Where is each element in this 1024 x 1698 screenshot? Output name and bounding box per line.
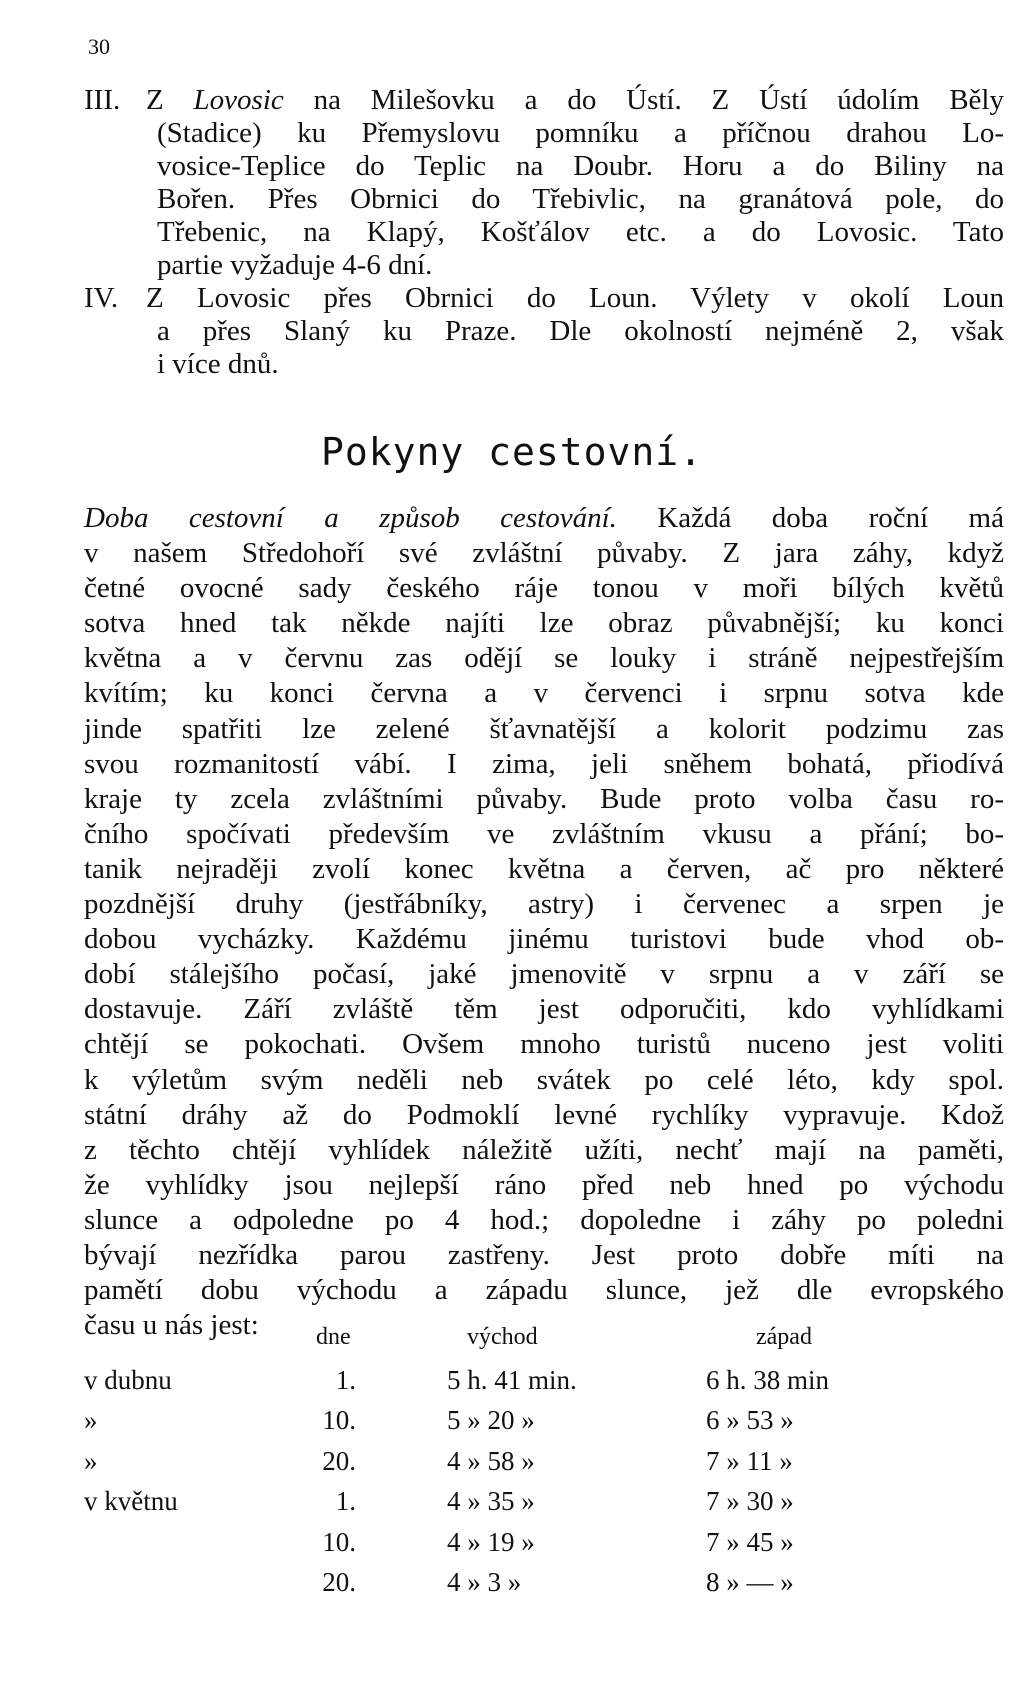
cell-sunrise: 5 » 20 » (447, 1405, 535, 1435)
text-line: tanik nejraději zvolí konec května a červen, ač pro některé (84, 852, 1004, 885)
cell-sunrise: 4 » 58 » (447, 1445, 535, 1476)
table-header-row (84, 1324, 1004, 1365)
item-roman-numeral: III. (84, 84, 121, 116)
cell-sunrise: 5 h. 41 min. (447, 1364, 577, 1395)
cell-sunset: 8 » — » (706, 1567, 794, 1597)
section-title: Pokyny cestovní. (320, 430, 704, 474)
text-line: že vyhlídky jsou nejlepší ráno před neb hned po východu (84, 1168, 1004, 1201)
item-line: i více dnů. (157, 348, 279, 380)
header-sunrise: východ (467, 1324, 538, 1350)
cell-month: » (84, 1405, 98, 1435)
cell-sunset: 7 » 30 » (706, 1486, 794, 1516)
table-row (84, 1486, 1004, 1527)
table-row (84, 1527, 1004, 1568)
text-line: Doba cestovní a způsob cestování. Každá doba roční má (84, 502, 1004, 534)
text-line: kvítím; ku konci června a v červenci i srpnu sotva kde (84, 677, 1004, 710)
text-line: v našem Středohoří své zvláštní půvaby. Z jara záhy, když (84, 537, 1004, 570)
text-line: dostavuje. Září zvláště těm jest odporučiti, kdo vyhlídkami (84, 993, 1004, 1026)
text-line: jinde spatřiti lze zelené šťavnatější a kolorit podzimu zas (84, 712, 1004, 745)
text-line: chtějí se pokochati. Ovšem mnoho turistů nuceno jest voliti (84, 1028, 1004, 1061)
cell-sunset: 7 » 45 » (706, 1526, 794, 1557)
header-sunset: západ (756, 1324, 812, 1350)
subsection-title: Doba cestovní a způsob cestování. (84, 502, 617, 534)
cell-month: » (84, 1445, 98, 1476)
item-line: partie vyžaduje 4-6 dní. (157, 249, 433, 281)
cell-month: v květnu (84, 1486, 178, 1516)
cell-day: 1. (335, 1364, 356, 1395)
text-line: května a v červnu zas odějí se louky i stráně nejpestřejším (84, 642, 1004, 675)
cell-day: 1. (335, 1486, 356, 1516)
cell-sunset: 6 » 53 » (706, 1405, 794, 1435)
cell-day: 10. (322, 1405, 356, 1435)
cell-sunset: 7 » 11 » (706, 1445, 793, 1476)
cell-day: 10. (322, 1526, 356, 1557)
cell-month: v dubnu (84, 1364, 172, 1395)
item-line: Třebenic, na Klapý, Košťálov etc. a do Lovosic. Tato (157, 216, 1004, 248)
item-line: (Stadice) ku Přemyslovu pomníku a příčnou drahou Lo- (157, 117, 1004, 149)
text-line: dobí stálejšího počasí, jaké jmenovitě v srpnu a v září se (84, 958, 1004, 991)
cell-sunset: 6 h. 38 min (706, 1364, 830, 1395)
item-line: III. Z Lovosic na Milešovku a do Ústí. Z Ústí údolím Běly (84, 84, 1004, 116)
text-line: z těchto chtějí vyhlídek náležitě užíti, nechť mají na paměti, (84, 1133, 1004, 1166)
cell-day: 20. (322, 1445, 356, 1476)
text-line: dobou vycházky. Každému jinému turistovi bude vhod ob- (84, 923, 1004, 956)
item-line: Bořen. Přes Obrnici do Třebivlic, na granátová pole, do (157, 183, 1004, 215)
text-line: státní dráhy až do Podmoklí levné rychlíky vypravuje. Kdož (84, 1098, 1004, 1131)
item-roman-numeral: IV. (84, 282, 119, 314)
cell-day: 20. (322, 1567, 356, 1597)
text-line: kraje ty zcela zvláštními půvaby. Bude proto volba času ro- (84, 782, 1004, 815)
text-line: sotva hned tak někde najíti lze obraz půvabnější; ku konci (84, 607, 1004, 640)
text-line: slunce a odpoledne po 4 hod.; dopoledne i záhy po poledni (84, 1203, 1004, 1236)
item-line: vosice-Teplice do Teplic na Doubr. Horu a do Biliny na (157, 150, 1004, 182)
text-line: čního spočívati především ve zvláštním vkusu a přání; bo- (84, 817, 1004, 850)
sun-times-table (84, 1324, 1004, 1608)
text-line: k výletům svým neděli neb svátek po celé léto, kdy spol. (84, 1063, 1004, 1096)
page-number: 30 (88, 34, 110, 59)
header-day: dne (316, 1324, 351, 1350)
text-line: času u nás jest: (84, 1309, 259, 1342)
table-row (84, 1365, 1004, 1406)
table-row (84, 1446, 1004, 1487)
cell-sunrise: 4 » 19 » (447, 1526, 535, 1557)
text-line: pozdnější druhy (jestřábníky, astry) i červenec a srpen je (84, 888, 1004, 921)
itinerary-item-iii (84, 84, 1004, 282)
text-line: bývají nezřídka parou zastřeny. Jest proto dobře míti na (84, 1238, 1004, 1271)
text-line: svou rozmanitostí vábí. I zima, jeli sněhem bohatá, přiodívá (84, 747, 1004, 780)
itinerary-item-iv (84, 282, 1004, 381)
item-line: a přes Slaný ku Praze. Dle okolností nejméně 2, však (157, 315, 1004, 347)
cell-sunrise: 4 » 3 » (447, 1567, 522, 1597)
table-row (84, 1405, 1004, 1446)
text-line: pamětí dobu východu a západu slunce, jež dle evropského (84, 1274, 1004, 1307)
item-line: IV. Z Lovosic přes Obrnici do Loun. Výlety v okolí Loun (84, 282, 1004, 314)
table-row (84, 1567, 1004, 1608)
cell-sunrise: 4 » 35 » (447, 1486, 535, 1516)
body-paragraph (84, 501, 1004, 1343)
text-line: četné ovocné sady českého ráje tonou v moři bílých květů (84, 572, 1004, 605)
